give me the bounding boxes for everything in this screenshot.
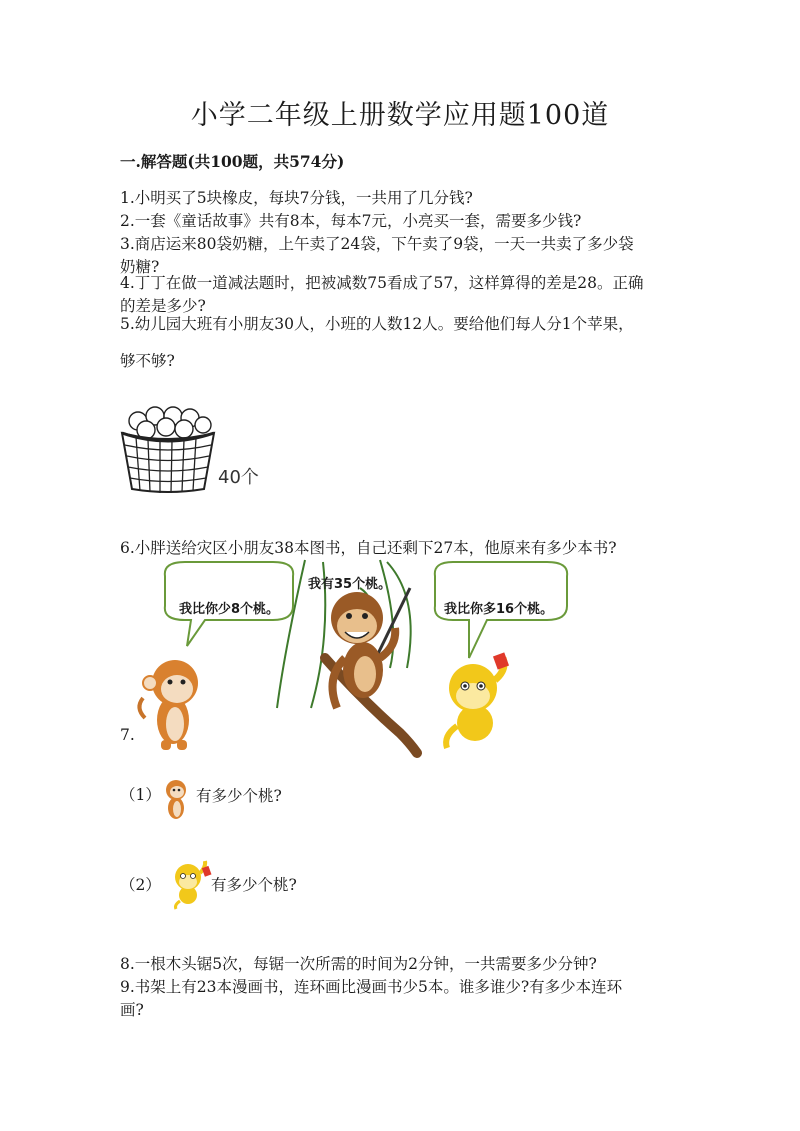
bubble-center-text: 我有35个桃。 bbox=[308, 577, 392, 592]
question-3-line-1: 3.商店运来80袋奶糖，上午卖了24袋，下午卖了9袋，一天一共卖了多少袋 bbox=[120, 235, 634, 253]
question-4-line-1: 4.丁丁在做一道减法题时，把被减数75看成了57，这样算得的差是28。正确 bbox=[120, 274, 644, 292]
question-9-line-1: 9.书架上有23本漫画书，连环画比漫画书少5本。谁多谁少?有多少本连环 bbox=[120, 978, 623, 996]
question-5-line-1: 5.幼儿园大班有小朋友30人，小班的人数12人。要给他们每人分1个苹果， bbox=[120, 315, 634, 333]
question-9-line-2: 画? bbox=[120, 1001, 144, 1019]
question-3-line-2: 奶糖? bbox=[120, 258, 160, 276]
section-heading: 一.解答题(共100题，共574分) bbox=[120, 152, 345, 171]
question-2: 2.一套《童话故事》共有8本，每本7元，小亮买一套，需要多少钱? bbox=[120, 212, 582, 230]
sub-question-1-label: （1） bbox=[120, 786, 161, 804]
bubble-right-text: 我比你多16个桃。 bbox=[444, 602, 554, 617]
sub-question-2-text: 有多少个桃? bbox=[211, 876, 297, 894]
question-5-line-2: 够不够? bbox=[120, 352, 175, 370]
orange-monkey-icon bbox=[162, 778, 190, 822]
question-4-line-2: 的差是多少? bbox=[120, 297, 206, 315]
bubble-left-text: 我比你少8个桃。 bbox=[179, 602, 280, 617]
apple-basket-illustration bbox=[118, 403, 218, 495]
sub-question-1-text: 有多少个桃? bbox=[196, 787, 282, 805]
question-1: 1.小明买了5块橡皮，每块7分钱，一共用了几分钱? bbox=[120, 189, 473, 207]
yellow-monkey-icon bbox=[168, 857, 214, 909]
question-8: 8.一根木头锯5次，每锯一次所需的时间为2分钟，一共需要多少分钟? bbox=[120, 955, 597, 973]
question-7-number: 7. bbox=[120, 726, 135, 744]
page-title: 小学二年级上册数学应用题100道 bbox=[190, 100, 610, 131]
basket-apple-count: 40个 bbox=[218, 467, 259, 488]
sub-question-2-label: （2） bbox=[120, 876, 161, 894]
question-6: 6.小胖送给灾区小朋友38本图书，自己还剩下27本，他原来有多少本书? bbox=[120, 539, 617, 557]
